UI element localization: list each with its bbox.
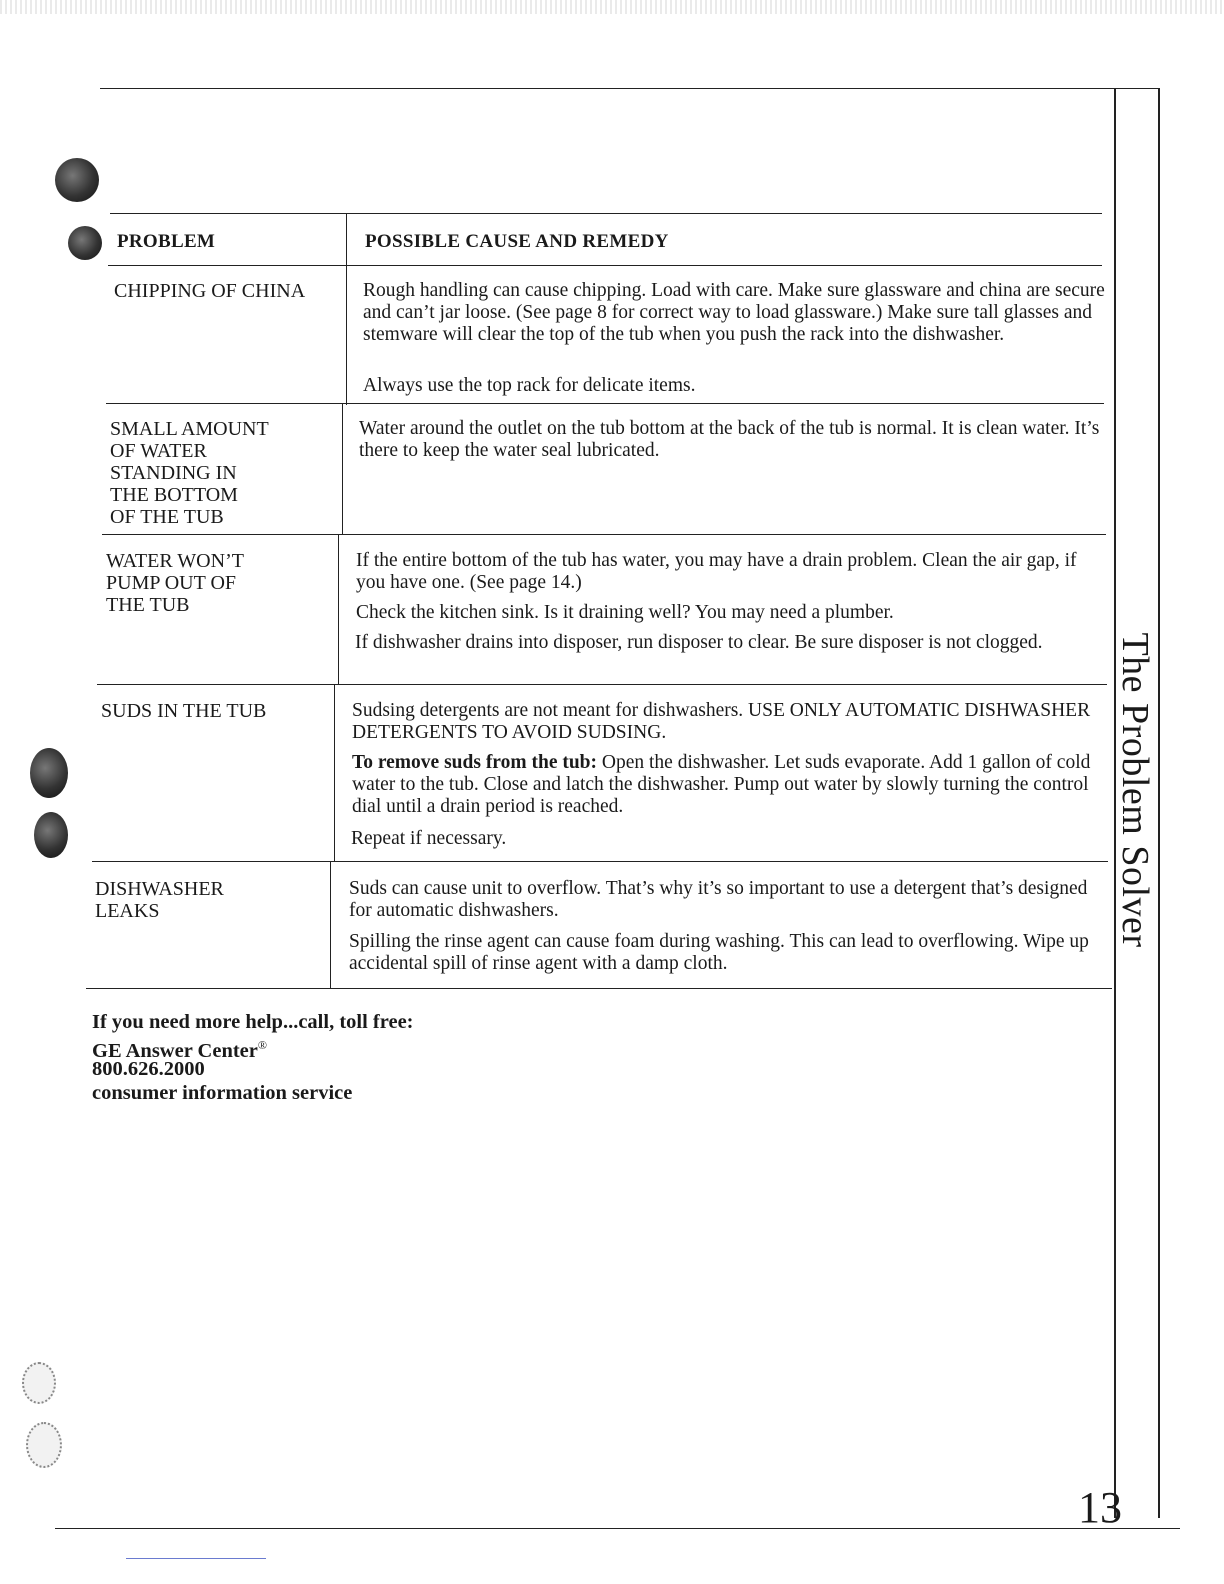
help-answer-center: GE Answer Center [92, 1039, 258, 1062]
column-divider-5 [330, 861, 331, 989]
row-rule-2 [102, 534, 1106, 535]
binder-hole-2 [68, 226, 102, 260]
page-number: 13 [1078, 1483, 1122, 1532]
remedy-leaks-1: Suds can cause unit to overflow. That’s why it’s so important to use a detergent that’s designed for automatic dishwashers. [349, 878, 1088, 921]
remedy-suds-1: Sudsing detergents are not meant for dishwashers. USE ONLY AUTOMATIC DISHWASHER DETERGENTS TO AVOID SUDSING. [352, 700, 1091, 743]
help-line-1: If you need more help...call, toll free: [92, 1011, 414, 1033]
table-bottom-rule [86, 988, 1112, 989]
column-divider-3 [338, 534, 339, 685]
remedy-standing-water-1: Water around the outlet on the tub bottom at the back of the tub is normal. It is clean water. It’s there to keep the water seal lubricated. [359, 418, 1100, 461]
problem-chipping: CHIPPING OF CHINA [114, 280, 306, 302]
registered-mark: ® [257, 1038, 268, 1052]
binder-hole-1 [55, 158, 99, 202]
header-problem: PROBLEM [117, 231, 216, 252]
remedy-chipping-1: Rough handling can cause chipping. Load with care. Make sure glassware and china are secure and can’t jar loose. (See page 8 for correct way to load glassware.) Make sure tall glasses and stemware will clear the top of the tub when you push the rack into the dishwasher. [363, 280, 1105, 345]
header-rule [108, 265, 1102, 266]
remedy-leaks-2: Spilling the rinse agent can cause foam during washing. This can lead to overflowing. Wipe up accidental spill of rinse agent with a damp cloth. [349, 931, 1089, 974]
row-rule-1 [106, 403, 1104, 404]
remedy-suds-bold-lead: To remove suds from the tub: [352, 752, 598, 773]
remedy-suds-2-text: Open the dishwasher. Let suds evaporate. Add 1 gallon of cold water to the tub. Close and latch the dishwasher. Pump out water by slowly turning the control dial until a drain period is reached. [352, 752, 1091, 817]
remedy-wont-pump-3: If dishwasher drains into disposer, run disposer to clear. Be sure disposer is not clogged. [355, 632, 1043, 653]
column-divider-2 [342, 403, 343, 535]
row-rule-4 [92, 861, 1108, 862]
remedy-wont-pump-1: If the entire bottom of the tub has water, you may have a drain problem. Clean the air gap, if you have one. (See page 14.) [356, 550, 1077, 593]
problem-leaks: DISHWASHER LEAKS [95, 878, 224, 922]
side-tab-title: The Problem Solver [1114, 632, 1156, 948]
scan-edge-noise [0, 0, 1224, 14]
top-rule [100, 88, 1158, 89]
remedy-wont-pump-2: Check the kitchen sink. Is it draining well? You may need a plumber. [356, 602, 894, 623]
column-divider-1 [346, 213, 347, 405]
bottom-rule [55, 1528, 1180, 1529]
binder-hole-3 [30, 748, 68, 798]
remedy-chipping-2: Always use the top rack for delicate items. [363, 375, 696, 396]
row-rule-3 [97, 684, 1107, 685]
help-phone: 800.626.2000 [92, 1058, 205, 1080]
column-divider-4 [334, 684, 335, 862]
header-remedy: POSSIBLE CAUSE AND REMEDY [365, 231, 669, 252]
binder-hole-5 [22, 1362, 56, 1404]
problem-standing-water: SMALL AMOUNT OF WATER STANDING IN THE BOTTOM OF THE TUB [110, 418, 269, 528]
binder-hole-6 [26, 1422, 62, 1468]
problem-suds: SUDS IN THE TUB [101, 700, 267, 722]
table-top-rule [110, 213, 1102, 214]
bottom-stub-rule [126, 1558, 266, 1559]
problem-wont-pump: WATER WON’T PUMP OUT OF THE TUB [106, 550, 244, 616]
binder-hole-4 [34, 812, 68, 858]
help-line-4: consumer information service [92, 1082, 353, 1104]
remedy-suds-2 [352, 752, 1104, 818]
remedy-suds-3: Repeat if necessary. [351, 828, 507, 849]
